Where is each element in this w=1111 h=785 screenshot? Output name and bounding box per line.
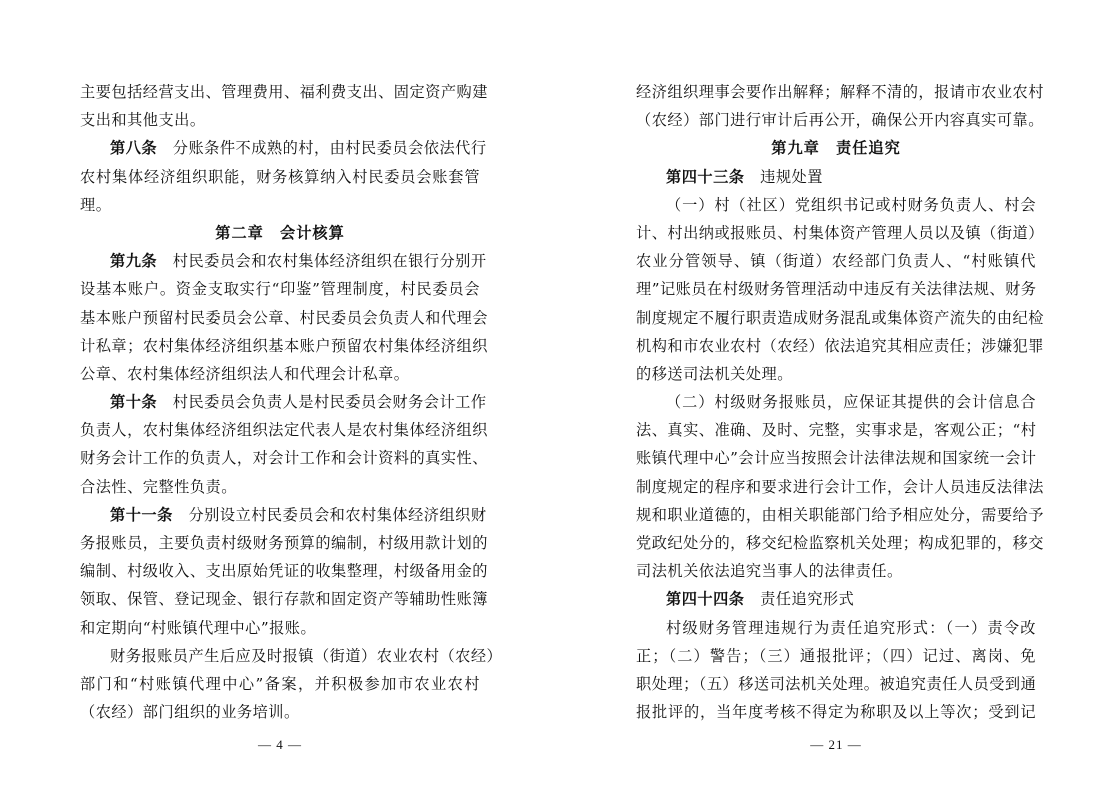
line-text: 领取、保管、登记现金、银行存款和固定资产等辅助性账簿: [80, 590, 488, 609]
chapter-heading: [636, 134, 1036, 162]
text-line: [80, 163, 480, 191]
line-text: 支出和其他支出。: [80, 111, 206, 130]
chapter-heading: [80, 219, 480, 247]
line-text: 计、村出纳或报账员、村集体资产管理人员以及镇（街道）: [636, 223, 1044, 242]
text-line: [636, 332, 1044, 360]
line-text: 村民委员会负责人是村民委员会财务会计工作: [157, 393, 487, 412]
line-text: 负责人，农村集体经济组织法定代表人是农村集体经济组织: [80, 421, 488, 440]
text-line: [636, 473, 1044, 501]
line-text: 编制、村级收入、支出原始凭证的收集整理，村级备用金的: [80, 562, 488, 581]
line-text: 设基本账户。资金支取实行“印鉴”管理制度，村民委员会: [80, 280, 480, 299]
line-text: 法、真实、准确、及时、完整，实事求是，客观公正；“村: [636, 421, 1037, 440]
line-text: 违规处置: [744, 167, 823, 186]
line-text: （农经）部门组织的业务培训。: [80, 703, 300, 722]
text-line: [80, 388, 487, 416]
line-text: 的移送司法机关处理。: [636, 364, 793, 383]
text-line: [80, 247, 487, 275]
text-line: [636, 191, 1036, 219]
page-number: — 21 —: [810, 737, 862, 752]
left-page-body: [80, 78, 503, 726]
line-text: 村级财务管理违规行为责任追究形式：（一）责令改: [666, 618, 1036, 637]
line-text: 分账条件不成熟的村，由村民委员会依法代行: [157, 139, 487, 158]
line-text: 责任追究形式: [744, 590, 855, 609]
right-page-body: [636, 78, 1044, 726]
line-text: 司法机关依法追究当事人的法律责任。: [636, 562, 903, 581]
text-line: [80, 557, 488, 585]
article-number: 第九条: [110, 252, 158, 271]
article-number: 第十一条: [110, 505, 173, 524]
line-text: 公章、农村集体经济组织法人和代理会计私章。: [80, 364, 410, 383]
line-text: 第二章 会计核算: [215, 223, 345, 242]
text-line: [636, 106, 1044, 134]
text-line: [636, 78, 1044, 106]
text-line: [636, 585, 1036, 613]
left-page: [80, 0, 503, 785]
text-line: [636, 529, 1044, 557]
line-text: 党政纪处分的，移交纪检监察机关处理；构成犯罪的，移交: [636, 534, 1044, 552]
line-text: 合法性、完整性负责。: [80, 477, 237, 496]
line-text: 财务报账员产生后应及时报镇（街道）农业农村（农经）: [110, 646, 503, 665]
line-text: （二）村级财务报账员，应保证其提供的会计信息合: [666, 393, 1036, 412]
line-text: 主要包括经营支出、管理费用、福利费支出、固定资产购建: [80, 83, 488, 101]
line-text: 基本账户预留村民委员会公章、村民委员会负责人和代理会: [80, 308, 488, 327]
text-line: [80, 585, 488, 613]
text-line: [80, 642, 503, 670]
line-text: 规和职业道德的，由相关职能部门给予相应处分，需要给予: [636, 505, 1044, 524]
text-line: [80, 416, 488, 444]
text-line: [80, 614, 480, 642]
text-line: [80, 106, 480, 134]
line-text: 制度规定的程序和要求进行会计工作，会计人员违反法律法: [636, 477, 1044, 496]
text-line: [80, 332, 488, 360]
line-text: （农经）部门进行审计后再公开，确保公开内容真实可靠。: [636, 111, 1044, 130]
text-line: [636, 642, 1036, 670]
line-text: 报批评的，当年度考核不得定为称职及以上等次；受到记: [636, 703, 1036, 722]
line-text: 务报账员，主要负责村级财务预算的编制，村级用款计划的: [80, 534, 488, 552]
text-line: [80, 360, 480, 388]
text-line: [636, 557, 1036, 585]
text-line: [636, 444, 1036, 472]
line-text: 第九章 责任追究: [771, 139, 901, 158]
article-number: 第十条: [110, 393, 158, 412]
article-number: 第四十三条: [666, 167, 745, 186]
text-line: [636, 388, 1036, 416]
line-text: 计私章；农村集体经济组织基本账户预留农村集体经济组织: [80, 336, 488, 355]
page-number: — 4 —: [258, 737, 302, 752]
text-line: [636, 163, 1036, 191]
text-line: [636, 247, 1036, 275]
line-text: 分别设立村民委员会和农村集体经济组织财: [172, 505, 487, 524]
line-text: 正；（二）警告；（三）通报批评；（四）记过、离岗、免: [636, 646, 1036, 665]
text-line: [636, 304, 1044, 332]
text-line: [636, 275, 1036, 303]
line-text: 部门和“村账镇代理中心”备案，并积极参加市农业农村: [80, 674, 480, 693]
text-line: [636, 614, 1036, 642]
text-line: [80, 444, 488, 472]
line-text: 经济组织理事会要作出解释；解释不清的，报请市农业农村: [636, 83, 1044, 101]
line-text: （一）村（社区）党组织书记或村财务负责人、村会: [666, 195, 1036, 214]
text-line: [80, 191, 480, 219]
text-line: [636, 416, 1036, 444]
text-line: [80, 134, 487, 162]
line-text: 账镇代理中心”会计应当按照会计法律法规和国家统一会计: [636, 449, 1037, 468]
line-text: 农业分管领导、镇（街道）农经部门负责人、“村账镇代: [636, 252, 1036, 271]
right-page: [636, 0, 1044, 785]
line-text: 机构和市农业农村（农经）依法追究其相应责任；涉嫌犯罪: [636, 336, 1044, 355]
article-number: 第四十四条: [666, 590, 745, 609]
line-text: 财务会计工作的负责人，对会计工作和会计资料的真实性、: [80, 449, 488, 468]
text-line: [636, 698, 1036, 726]
line-text: 理”记账员在村级财务管理活动中违反有关法律法规、财务: [636, 280, 1037, 299]
text-line: [80, 473, 480, 501]
text-line: [636, 360, 1036, 388]
text-line: [80, 78, 488, 106]
line-text: 和定期向“村账镇代理中心”报账。: [80, 618, 317, 637]
text-line: [636, 670, 1036, 698]
line-text: 理。: [80, 195, 112, 214]
text-line: [636, 501, 1044, 529]
article-number: 第八条: [110, 139, 158, 158]
text-line: [80, 698, 480, 726]
line-text: 村民委员会和农村集体经济组织在银行分别开: [157, 252, 487, 271]
text-line: [80, 275, 480, 303]
text-line: [80, 304, 488, 332]
text-line: [80, 529, 488, 557]
text-line: [80, 501, 487, 529]
line-text: 农村集体经济组织职能，财务核算纳入村民委员会账套管: [80, 167, 480, 186]
line-text: 制度规定不履行职责造成财务混乱或集体资产流失的由纪检: [636, 308, 1044, 327]
text-line: [80, 670, 480, 698]
line-text: 职处理；（五）移送司法机关处理。被追究责任人员受到通: [636, 674, 1037, 693]
text-line: [636, 219, 1044, 247]
